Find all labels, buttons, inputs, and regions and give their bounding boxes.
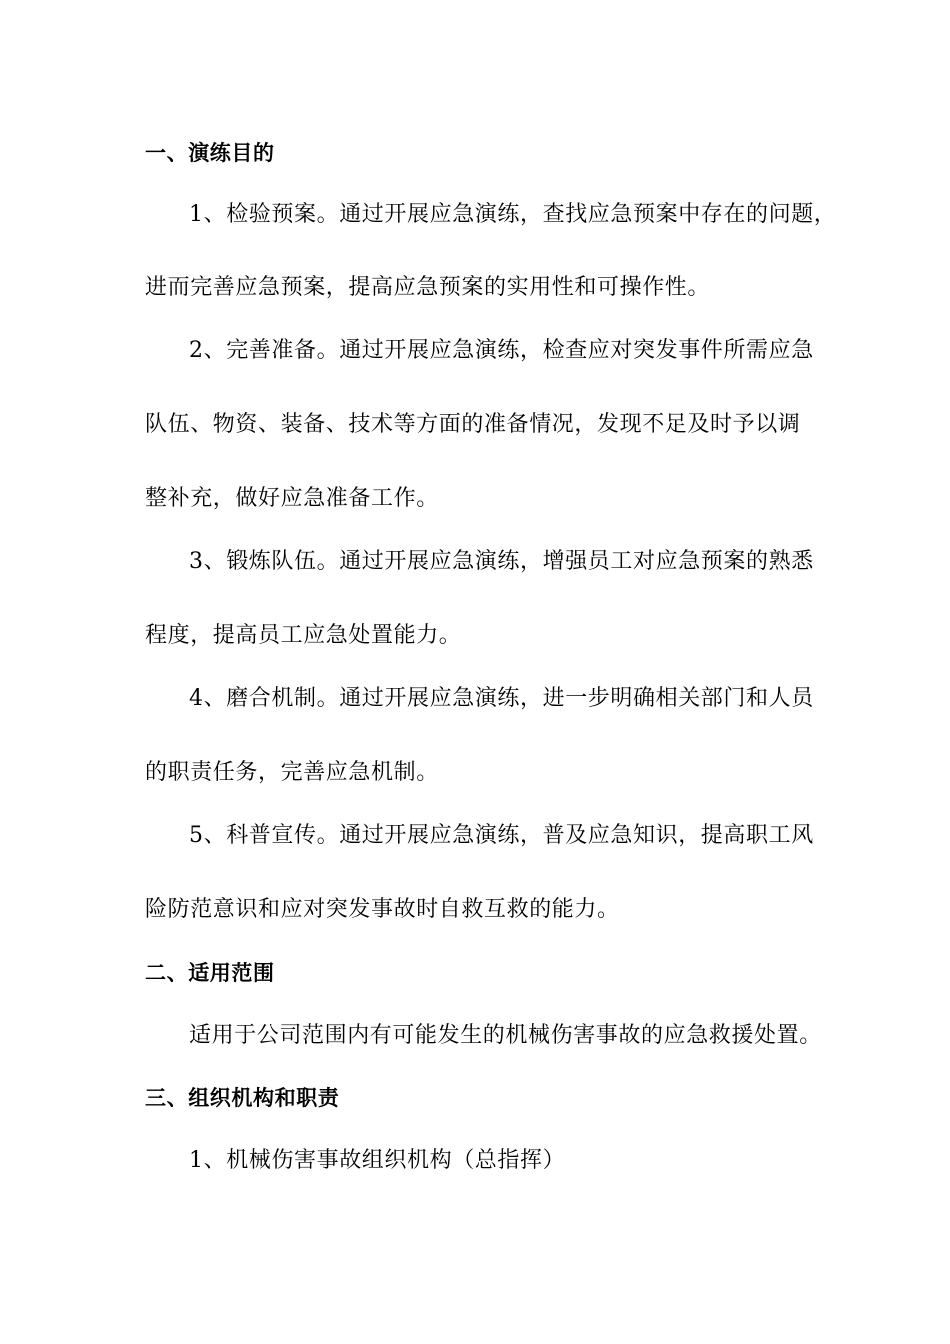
paragraph-line: 1、检验预案。通过开展应急演练，查找应急预案中存在的问题， — [189, 202, 837, 227]
paragraph-line: 的职责任务，完善应急机制。 — [145, 760, 439, 785]
paragraph-line: 5、科普宣传。通过开展应急演练，普及应急知识，提高职工风 — [189, 823, 814, 848]
paragraph-line: 整补充，做好应急准备工作。 — [145, 486, 439, 511]
paragraph-line: 适用于公司范围内有可能发生的机械伤害事故的应急救援处置。 — [189, 1023, 822, 1048]
paragraph-line: 险防范意识和应对突发事故时自救互救的能力。 — [145, 897, 620, 922]
paragraph-line: 队伍、物资、装备、技术等方面的准备情况，发现不足及时予以调 — [145, 412, 801, 437]
section-heading-scope: 二、适用范围 — [145, 961, 275, 985]
paragraph-line: 4、磨合机制。通过开展应急演练，进一步明确相关部门和人员 — [189, 686, 814, 711]
paragraph-line: 1、机械伤害事故组织机构（总指挥） — [189, 1148, 566, 1173]
paragraph-line: 程度，提高员工应急处置能力。 — [145, 623, 462, 648]
section-heading-drill-purpose: 一、演练目的 — [145, 141, 275, 165]
section-heading-organization: 三、组织机构和职责 — [145, 1086, 340, 1110]
paragraph-line: 3、锻炼队伍。通过开展应急演练，增强员工对应急预案的熟悉 — [189, 549, 814, 574]
paragraph-line: 2、完善准备。通过开展应急演练，检查应对突发事件所需应急 — [189, 338, 814, 363]
paragraph-line: 进而完善应急预案，提高应急预案的实用性和可操作性。 — [145, 275, 711, 300]
